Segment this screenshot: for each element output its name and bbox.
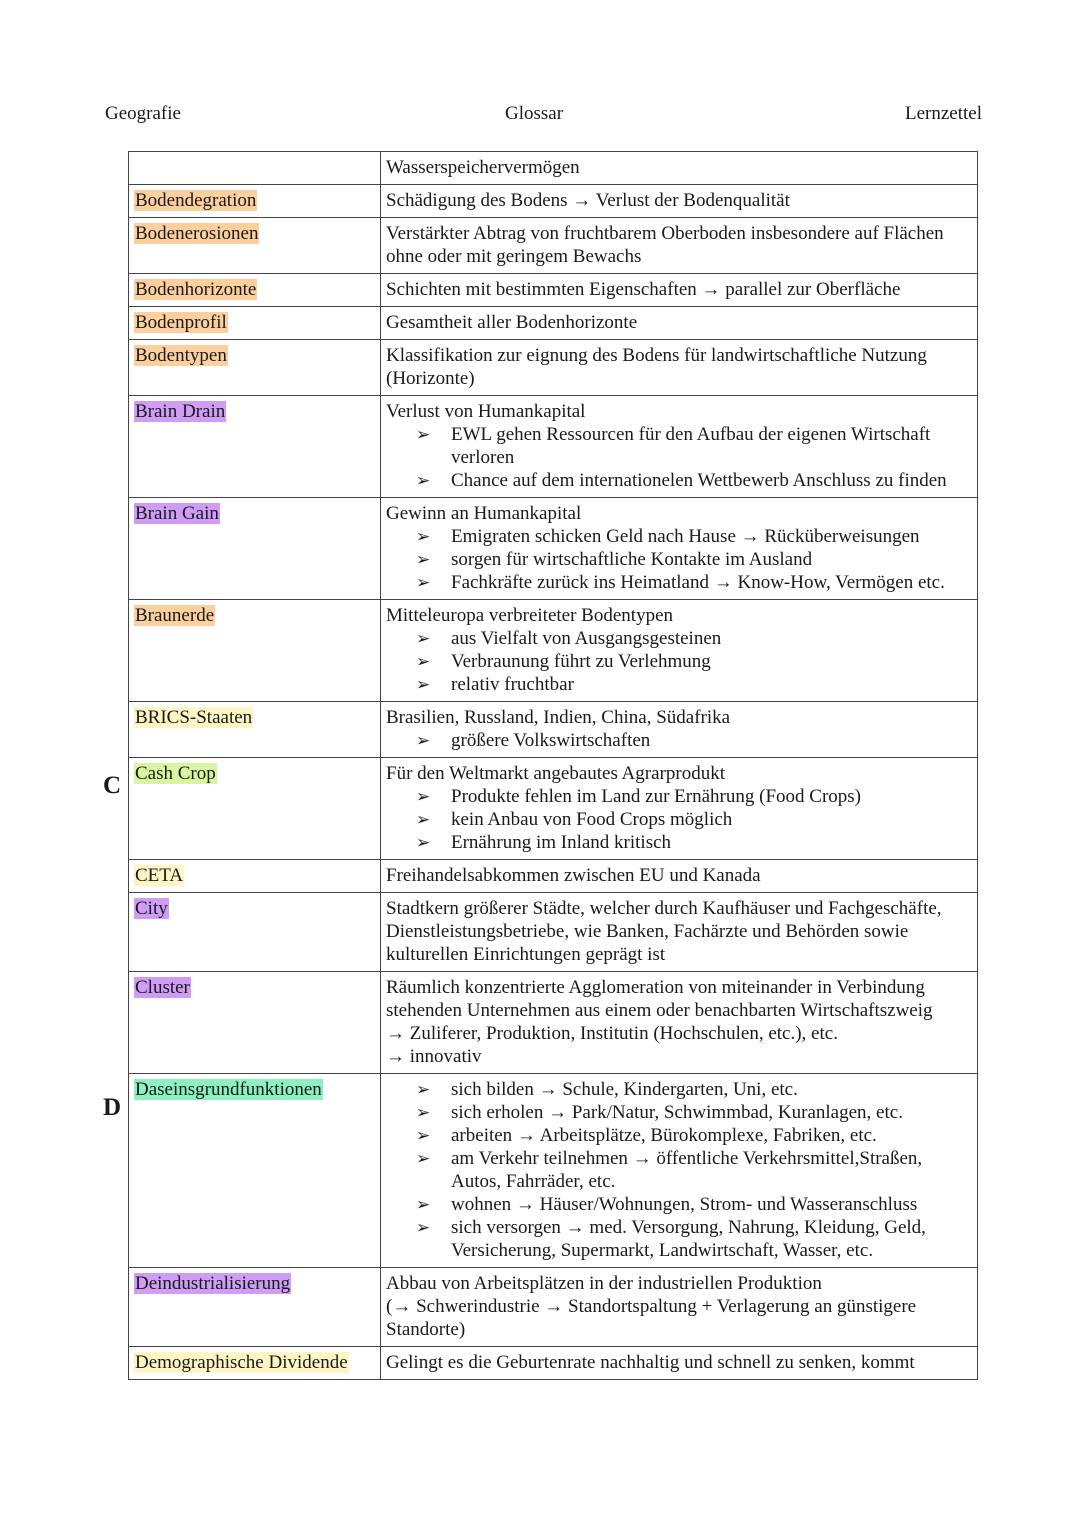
definition-cell [381,274,978,307]
definition-cell [381,1074,978,1268]
glossary-term: Bodenhorizonte [135,279,257,300]
term-cell [129,185,381,218]
table-row [129,1074,978,1268]
list-item [416,1101,973,1124]
term-cell [129,218,381,274]
definition-text: Freihandelsabkommen zwischen EU und Kanada [386,865,761,886]
term-cell [129,860,381,893]
term-cell [129,758,381,860]
arrow-bullet-icon: ➢ [416,573,431,592]
glossary-table [128,151,978,1380]
header-subject: Geografie [105,103,181,124]
table-row [129,860,978,893]
glossary-term: City [135,898,168,919]
arrow-bullet-icon: ➢ [416,629,431,648]
definition-text: Wasserspeichervermögen [386,157,580,178]
definition-text: Verstärkter Abtrag von fruchtbarem Oberboden insbesondere auf Flächen ohne oder mit geringem Bewachs [386,223,944,267]
glossary-term: CETA [135,865,184,886]
definition-text: Brasilien, Russland, Indien, China, Südafrika [386,707,731,728]
arrow-bullet-icon: ➢ [416,1195,431,1214]
term-cell [129,702,381,758]
glossary-term: BRICS-Staaten [135,707,253,728]
term-cell [129,1347,381,1380]
list-item [416,1147,973,1193]
definition-cell [381,307,978,340]
bullet-list [386,423,973,492]
arrow-bullet-icon: ➢ [416,1080,431,1099]
table-row [129,1268,978,1347]
bullet-text: Verbraunung führt zu Verlehmung [451,651,711,672]
bullet-text: Emigraten schicken Geld nach Hause → Rücküberweisungen [451,526,920,547]
table-row [129,1347,978,1380]
bullet-text: sorgen für wirtschaftliche Kontakte im Ausland [451,549,813,570]
bullet-text: aus Vielfalt von Ausgangsgesteinen [451,628,722,649]
definition-text: Schichten mit bestimmten Eigenschaften → parallel zur Oberfläche [386,279,901,300]
term-cell [129,340,381,396]
definition-text: Verlust von Humankapital [386,401,586,422]
definition-text: Gelingt es die Geburtenrate nachhaltig und schnell zu senken, kommt [386,1352,915,1373]
list-item [416,525,973,548]
list-item [416,650,973,673]
glossary-term: Cash Crop [135,763,216,784]
definition-cell [381,218,978,274]
term-cell [129,396,381,498]
arrow-bullet-icon: ➢ [416,550,431,569]
glossary-term: Cluster [135,977,190,998]
bullet-text: Produkte fehlen im Land zur Ernährung (Food Crops) [451,786,861,807]
table-row [129,152,978,185]
arrow-bullet-icon: ➢ [416,425,431,444]
glossary-term: Daseinsgrundfunktionen [135,1079,322,1100]
arrow-bullet-icon: ➢ [416,810,431,829]
list-item [416,729,973,752]
term-cell [129,600,381,702]
definition-cell [381,702,978,758]
bullet-list [386,525,973,594]
definition-cell [381,1347,978,1380]
list-item [416,831,973,854]
term-cell [129,307,381,340]
arrow-bullet-icon: ➢ [416,675,431,694]
arrow-bullet-icon: ➢ [416,1218,431,1237]
definition-text: Für den Weltmarkt angebautes Agrarprodukt [386,763,725,784]
table-row [129,498,978,600]
list-item [416,1193,973,1216]
bullet-text: arbeiten → Arbeitsplätze, Bürokomplexe, Fabriken, etc. [451,1125,877,1146]
bullet-list [386,1078,973,1262]
glossary-term: Bodenerosionen [135,223,259,244]
table-row [129,702,978,758]
term-cell [129,972,381,1074]
definition-text: Klassifikation zur eignung des Bodens für landwirtschaftliche Nutzung (Horizonte) [386,345,927,389]
bullet-text: Chance auf dem internationelen Wettbewerb Anschluss zu finden [451,470,947,491]
definition-line: → Zuliferer, Produktion, Institutin (Hochschulen, etc.), etc. [386,1023,838,1044]
term-cell [129,274,381,307]
arrow-bullet-icon: ➢ [416,1103,431,1122]
glossary-term: Bodenprofil [135,312,227,333]
term-cell [129,152,381,185]
table-row [129,307,978,340]
definition-text: Räumlich konzentrierte Agglomeration von miteinander in Verbindung stehenden Unternehmen aus einem oder benachbarten Wirtschaftszweig [386,977,933,1021]
arrow-bullet-icon: ➢ [416,787,431,806]
list-item [416,548,973,571]
bullet-text: EWL gehen Ressourcen für den Aufbau der eigenen Wirtschaft verloren [451,424,931,468]
table-row [129,274,978,307]
definition-text: Gesamtheit aller Bodenhorizonte [386,312,638,333]
glossary-term: Bodentypen [135,345,227,366]
header-type: Lernzettel [905,103,983,124]
arrow-bullet-icon: ➢ [416,652,431,671]
term-cell [129,498,381,600]
definition-text: Abbau von Arbeitsplätzen in der industriellen Produktion [386,1273,822,1294]
arrow-bullet-icon: ➢ [416,1126,431,1145]
definition-cell [381,340,978,396]
list-item [416,469,973,492]
glossary-term: Bodendegration [135,190,257,211]
definition-cell [381,758,978,860]
list-item [416,785,973,808]
definition-cell [381,1268,978,1347]
term-cell [129,1268,381,1347]
section-letter-c: C [103,772,122,799]
definition-cell [381,498,978,600]
section-letter-d: D [103,1094,122,1121]
bullet-text: kein Anbau von Food Crops möglich [451,809,733,830]
bullet-text: sich versorgen → med. Versorgung, Nahrung, Kleidung, Geld, Versicherung, Supermarkt, Landwirtschaft, Wasser, etc. [451,1217,926,1261]
table-row [129,340,978,396]
list-item [416,1216,973,1262]
definition-text: Stadtkern größerer Städte, welcher durch Kaufhäuser und Fachgeschäfte, Dienstleistungsbetriebe, wie Banken, Fachärzte und Behörden sowie kulturellen Einrichtungen geprägt ist [386,898,942,965]
bullet-text: Fachkräfte zurück ins Heimatland → Know-How, Vermögen etc. [451,572,945,593]
bullet-text: wohnen → Häuser/Wohnungen, Strom- und Wasseranschluss [451,1194,918,1215]
definition-line: (→ Schwerindustrie → Standortspaltung + Verlagerung an günstigere Standorte) [386,1296,917,1340]
list-item [416,627,973,650]
glossary-term: Deindustrialisierung [135,1273,291,1294]
glossary-term: Brain Gain [135,503,219,524]
definition-cell [381,972,978,1074]
term-cell [129,1074,381,1268]
header-title: Glossar [505,103,564,124]
table-row [129,972,978,1074]
glossary-term: Braunerde [135,605,215,626]
list-item [416,571,973,594]
definition-line: → innovativ [386,1046,482,1067]
bullet-text: sich bilden → Schule, Kindergarten, Uni, etc. [451,1079,798,1100]
table-row [129,185,978,218]
definition-text: Gewinn an Humankapital [386,503,582,524]
glossary-term: Demographische Dividende [135,1352,348,1373]
definition-cell [381,152,978,185]
list-item [416,808,973,831]
definition-cell [381,893,978,972]
table-row [129,396,978,498]
table-row [129,600,978,702]
table-row [129,758,978,860]
list-item [416,423,973,469]
arrow-bullet-icon: ➢ [416,527,431,546]
list-item [416,673,973,696]
definition-cell [381,185,978,218]
definition-cell [381,396,978,498]
term-cell [129,893,381,972]
glossary-term: Brain Drain [135,401,226,422]
list-item [416,1078,973,1101]
bullet-text: am Verkehr teilnehmen → öffentliche Verkehrsmittel,Straßen, Autos, Fahrräder, etc. [451,1148,923,1192]
bullet-list [386,785,973,854]
definition-text: Mitteleuropa verbreiteter Bodentypen [386,605,674,626]
bullet-text: relativ fruchtbar [451,674,574,695]
arrow-bullet-icon: ➢ [416,471,431,490]
definition-cell [381,860,978,893]
arrow-bullet-icon: ➢ [416,1149,431,1168]
list-item [416,1124,973,1147]
table-row [129,218,978,274]
definition-text: Schädigung des Bodens → Verlust der Bodenqualität [386,190,790,211]
arrow-bullet-icon: ➢ [416,731,431,750]
bullet-list [386,627,973,696]
definition-cell [381,600,978,702]
bullet-text: sich erholen → Park/Natur, Schwimmbad, Kuranlagen, etc. [451,1102,903,1123]
bullet-list [386,729,973,752]
bullet-text: größere Volkswirtschaften [451,730,651,751]
table-row [129,893,978,972]
arrow-bullet-icon: ➢ [416,833,431,852]
bullet-text: Ernährung im Inland kritisch [451,832,672,853]
